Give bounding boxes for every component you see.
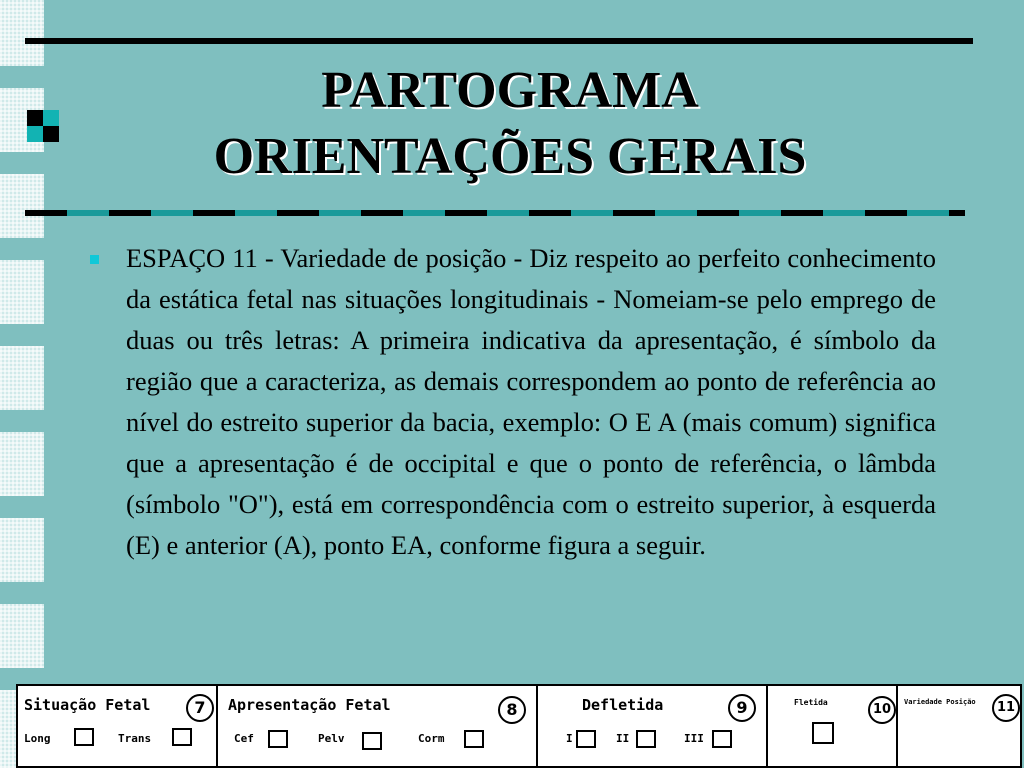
strip-band	[0, 152, 44, 174]
number-8-icon: 8	[498, 696, 526, 724]
option-ii-label: II	[616, 732, 630, 745]
defletida-ii-checkbox	[636, 730, 656, 748]
option-pelv-label: Pelv	[318, 732, 345, 745]
apresentacao-fetal-cell	[218, 686, 538, 766]
option-long-label: Long	[24, 732, 51, 745]
fletida-cell	[768, 686, 898, 766]
option-i-label: I	[566, 732, 573, 745]
strip-band	[0, 496, 44, 518]
strip-band	[0, 238, 44, 260]
title-line-1: PARTOGRAMA	[321, 62, 699, 119]
title-line-2: ORIENTAÇÕES GERAIS	[213, 128, 807, 185]
number-11-icon: 11	[992, 694, 1020, 722]
defletida-cell	[538, 686, 768, 766]
pelv-checkbox	[362, 732, 382, 750]
situacao-fetal-label: Situação Fetal	[24, 696, 151, 714]
situacao-fetal-cell	[18, 686, 218, 766]
decorative-squares	[27, 110, 61, 144]
fletida-label: Fletida	[794, 698, 828, 707]
defletida-i-checkbox	[576, 730, 596, 748]
defletida-iii-checkbox	[712, 730, 732, 748]
cef-checkbox	[268, 730, 288, 748]
variedade-posicao-cell	[898, 686, 1020, 766]
strip-band	[0, 582, 44, 604]
apresentacao-fetal-label: Apresentação Fetal	[228, 696, 391, 714]
trans-checkbox	[172, 728, 192, 746]
body-paragraph: ESPAÇO 11 - Variedade de posição - Diz respeito ao perfeito conhecimento da estática fetal nas situações longitudinais - Nomeiam-se pelo emprego de duas ou três letras: A primeira indicativa da apresentação, é símbolo da região que a caracteriza, as demais correspondem ao ponto de referência ao nível do estreito superior da bacia, exemplo: O E A (mais comum) significa que a apresentação é de occipital e que o ponto de referência, o lâmbda (símbolo "O"), está em correspondência com o estreito superior, à esquerda (E) e anterior (A), ponto EA, conforme figura a seguir.	[126, 243, 936, 560]
number-9-icon: 9	[728, 694, 756, 722]
strip-band	[0, 66, 44, 88]
fletida-checkbox	[812, 722, 834, 744]
strip-band	[0, 324, 44, 346]
option-corm-label: Corm	[418, 732, 445, 745]
bullet-icon	[90, 255, 99, 264]
option-trans-label: Trans	[118, 732, 152, 745]
long-checkbox	[74, 728, 94, 746]
top-rule	[25, 38, 973, 44]
dashed-rule	[25, 210, 965, 216]
option-cef-label: Cef	[234, 732, 254, 745]
number-7-icon: 7	[186, 694, 214, 722]
partograma-form-figure	[16, 684, 1022, 768]
strip-band	[0, 410, 44, 432]
corm-checkbox	[464, 730, 484, 748]
page-title	[100, 58, 920, 190]
defletida-label: Defletida	[582, 696, 664, 714]
option-iii-label: III	[684, 732, 704, 745]
number-10-icon: 10	[868, 696, 896, 724]
variedade-posicao-label: Variedade Posição	[904, 698, 976, 706]
